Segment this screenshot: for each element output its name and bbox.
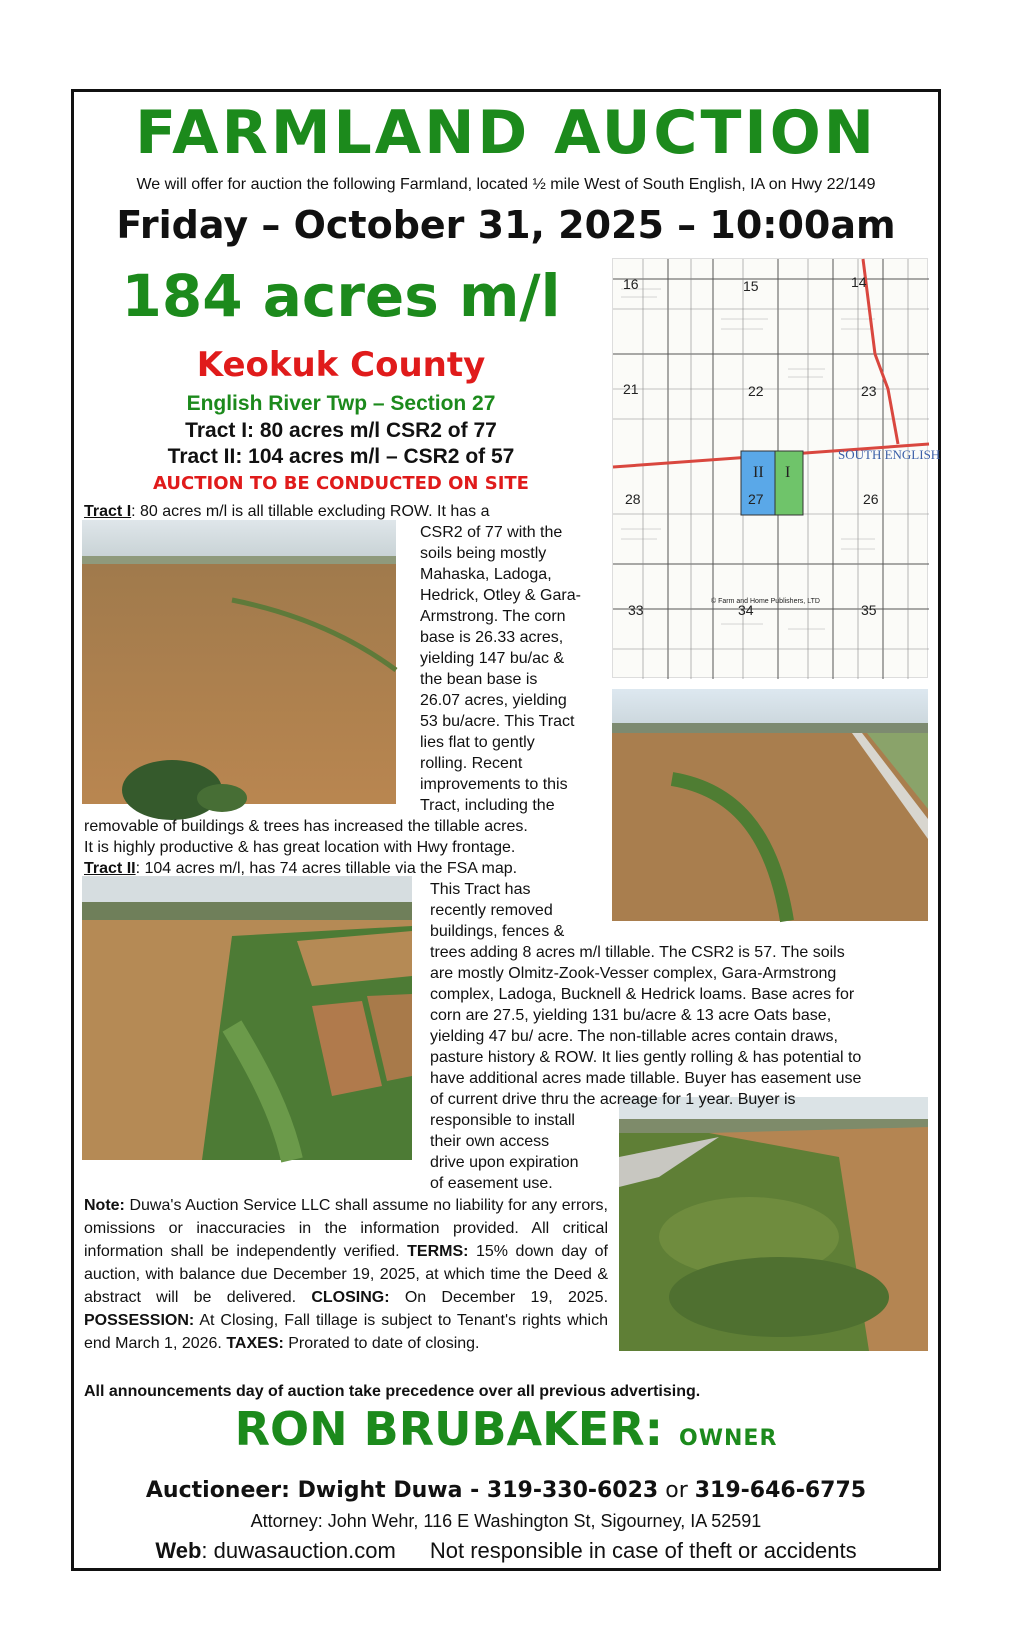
tract1-line-8: the bean base is xyxy=(420,671,538,688)
total-acres: 184 acres m/l xyxy=(121,262,561,330)
tract2-aerial-photo xyxy=(82,876,412,1160)
precedence-text: All announcements day of auction take precedence over all previous advertising. xyxy=(84,1383,701,1400)
tract2-line-1: This Tract has xyxy=(430,881,531,898)
web-url: : duwasauction.com xyxy=(201,1538,396,1563)
township-section: English River Twp – Section 27 xyxy=(186,392,496,415)
tract2-line-11: of current drive thru the acreage for 1 year. Buyer is xyxy=(430,1091,796,1108)
tract2-wrapped-mid xyxy=(430,942,928,1110)
tract1-line-3: Mahaska, Ladoga, xyxy=(420,566,552,583)
tract1-line-2: soils being mostly xyxy=(420,545,547,562)
tract1-line-4: Hedrick, Otley & Gara- xyxy=(420,587,581,604)
map-tract-i-label: I xyxy=(785,464,791,481)
tract1-line-14: Tract, including the xyxy=(420,797,555,814)
taxes-label: TAXES: xyxy=(226,1335,284,1352)
map-credit: © Farm and Home Publishers, LTD xyxy=(711,598,820,605)
tract1-line-16: It is highly productive & has great location with Hwy frontage. xyxy=(84,839,516,856)
onsite-notice: AUCTION TO BE CONDUCTED ON SITE xyxy=(153,473,529,494)
precedence-line xyxy=(84,1381,944,1402)
owner-role: OWNER xyxy=(679,1426,778,1451)
map-section-33: 33 xyxy=(628,602,644,618)
tract1-line-11: lies flat to gently xyxy=(420,734,535,751)
tract2-line-10: have additional acres made tillable. Buyer has easement use xyxy=(430,1070,862,1087)
map-section-21: 21 xyxy=(623,381,639,397)
attorney-text: : John Wehr, 116 E Washington St, Sigourney, IA 52591 xyxy=(317,1511,762,1531)
map-section-14: 14 xyxy=(851,274,867,290)
web-line xyxy=(74,1536,938,1566)
tract2-line-8: yielding 47 bu/ acre. The non-tillable acres contain draws, xyxy=(430,1028,838,1045)
tract2-line-12: responsible to install xyxy=(430,1112,575,1129)
tract1-aerial-photo xyxy=(82,520,396,804)
tract2-wrapped-bottom xyxy=(430,1110,608,1194)
map-section-26: 26 xyxy=(863,491,879,507)
map-section-15: 15 xyxy=(743,278,759,294)
plat-map xyxy=(612,258,941,678)
taxes-text: Prorated to date of closing. xyxy=(283,1335,480,1352)
tract2-summary: Tract II: 104 acres m/l – CSR2 of 57 xyxy=(167,445,515,468)
attorney-line xyxy=(74,1508,938,1534)
map-tract-ii-label: II xyxy=(753,464,764,481)
map-section-23: 23 xyxy=(861,383,877,399)
attorney-label: Attorney xyxy=(250,1511,318,1531)
tract1-summary: Tract I: 80 acres m/l CSR2 of 77 xyxy=(185,419,497,442)
owner-name: RON BRUBAKER: xyxy=(234,1402,664,1456)
map-section-22: 22 xyxy=(748,383,764,399)
tract2-pasture-photo xyxy=(619,1097,928,1351)
auctioneer-line: Auctioneer: Dwight Duwa - 319-330-6023 or 319-646-6775 xyxy=(145,1478,867,1503)
tract2-line-6: complex, Ladoga, Bucknell & Hedrick loams. Base acres for xyxy=(430,986,855,1003)
note-text: Duwa's Auction Service LLC shall assume no liability for any errors, omissions or inaccuracies in the information provided. All critical information shall be independently verified. xyxy=(84,1197,608,1260)
web-label: Web xyxy=(155,1538,202,1563)
possession-text: At Closing, Fall tillage is subject to Tenant's rights which end March 1, 2026. xyxy=(84,1312,608,1352)
tract1-line-15: removable of buildings & trees has increased the tillable acres. xyxy=(84,818,528,835)
map-section-34: 34 xyxy=(738,602,754,618)
closing-label: CLOSING: xyxy=(311,1289,390,1306)
tract1-line-13: improvements to this xyxy=(420,776,568,793)
tract2-line-9: pasture history & ROW. It lies gently rolling & has potential to xyxy=(430,1049,862,1066)
tract1-line-0: Tract I: 80 acres m/l is all tillable excluding ROW. It has a xyxy=(84,503,490,520)
tract2-line-4: trees adding 8 acres m/l tillable. The CSR2 is 57. The soils xyxy=(430,944,845,961)
terms-block xyxy=(84,1194,608,1355)
tract2-line-15: of easement use. xyxy=(430,1175,553,1192)
disclaimer: Not responsible in case of theft or accidents xyxy=(429,1538,857,1563)
intro-location: We will offer for auction the following Farmland, located ½ mile West of South English, IA on Hwy 22/149 xyxy=(136,176,876,193)
auction-date: Friday – October 31, 2025 – 10:00am xyxy=(116,203,896,247)
tract1-line-5: Armstrong. The corn xyxy=(420,608,566,625)
map-section-27: 27 xyxy=(748,491,764,507)
tract2-wrapped-top xyxy=(430,879,598,942)
tract2-line-14: drive upon expiration xyxy=(430,1154,579,1171)
map-town-label: SOUTH ENGLISH xyxy=(838,447,941,462)
possession-label: POSSESSION: xyxy=(84,1312,195,1329)
auctioneer-name: Dwight Duwa - 319-330-6023 xyxy=(297,1478,659,1503)
auctioneer-or: or xyxy=(665,1478,688,1503)
tract1-wrapped-text xyxy=(420,522,598,816)
tract1-line-9: 26.07 acres, yielding xyxy=(420,692,567,709)
map-section-28: 28 xyxy=(625,491,641,507)
note-label: Note: xyxy=(84,1197,125,1214)
tract1-line-12: rolling. Recent xyxy=(420,755,523,772)
terms-text: 15% down day of auction, with balance due December 19, 2025, at which time the Deed & abstract will be delivered. xyxy=(84,1243,608,1306)
auctioneer-label: Auctioneer xyxy=(145,1478,282,1503)
tract2-line-7: corn are 27.5, yielding 131 bu/acre & 13 acre Oats base, xyxy=(430,1007,832,1024)
tract2-line-3: buildings, fences & xyxy=(430,923,565,940)
auctioneer-phone2: 319-646-6775 xyxy=(694,1478,867,1503)
tract1-roadside-photo xyxy=(612,689,928,921)
tract1-line-10: 53 bu/acre. This Tract xyxy=(420,713,575,730)
flyer-title: FARMLAND AUCTION xyxy=(135,98,877,168)
tract2-line-5: are mostly Olmitz-Zook-Vesser complex, Gara-Armstrong xyxy=(430,965,837,982)
terms-label: TERMS: xyxy=(407,1243,469,1260)
closing-text: On December 19, 2025. xyxy=(389,1289,609,1306)
county-name: Keokuk County xyxy=(196,345,486,385)
tract1-line-7: yielding 147 bu/ac & xyxy=(420,650,565,667)
tract1-label: Tract I xyxy=(84,503,132,520)
owner-line xyxy=(74,1402,938,1466)
tract1-line-1: CSR2 of 77 with the xyxy=(420,524,563,541)
tract2-label: Tract II xyxy=(84,860,136,877)
tract1-line-6: base is 26.33 acres, xyxy=(420,629,564,646)
tract2-line-2: recently removed xyxy=(430,902,553,919)
map-section-35: 35 xyxy=(861,602,877,618)
tract2-line-0: Tract II: 104 acres m/l, has 74 acres tillable via the FSA map. xyxy=(84,860,518,877)
tract2-line-13: their own access xyxy=(430,1133,550,1150)
map-section-16: 16 xyxy=(623,276,639,292)
